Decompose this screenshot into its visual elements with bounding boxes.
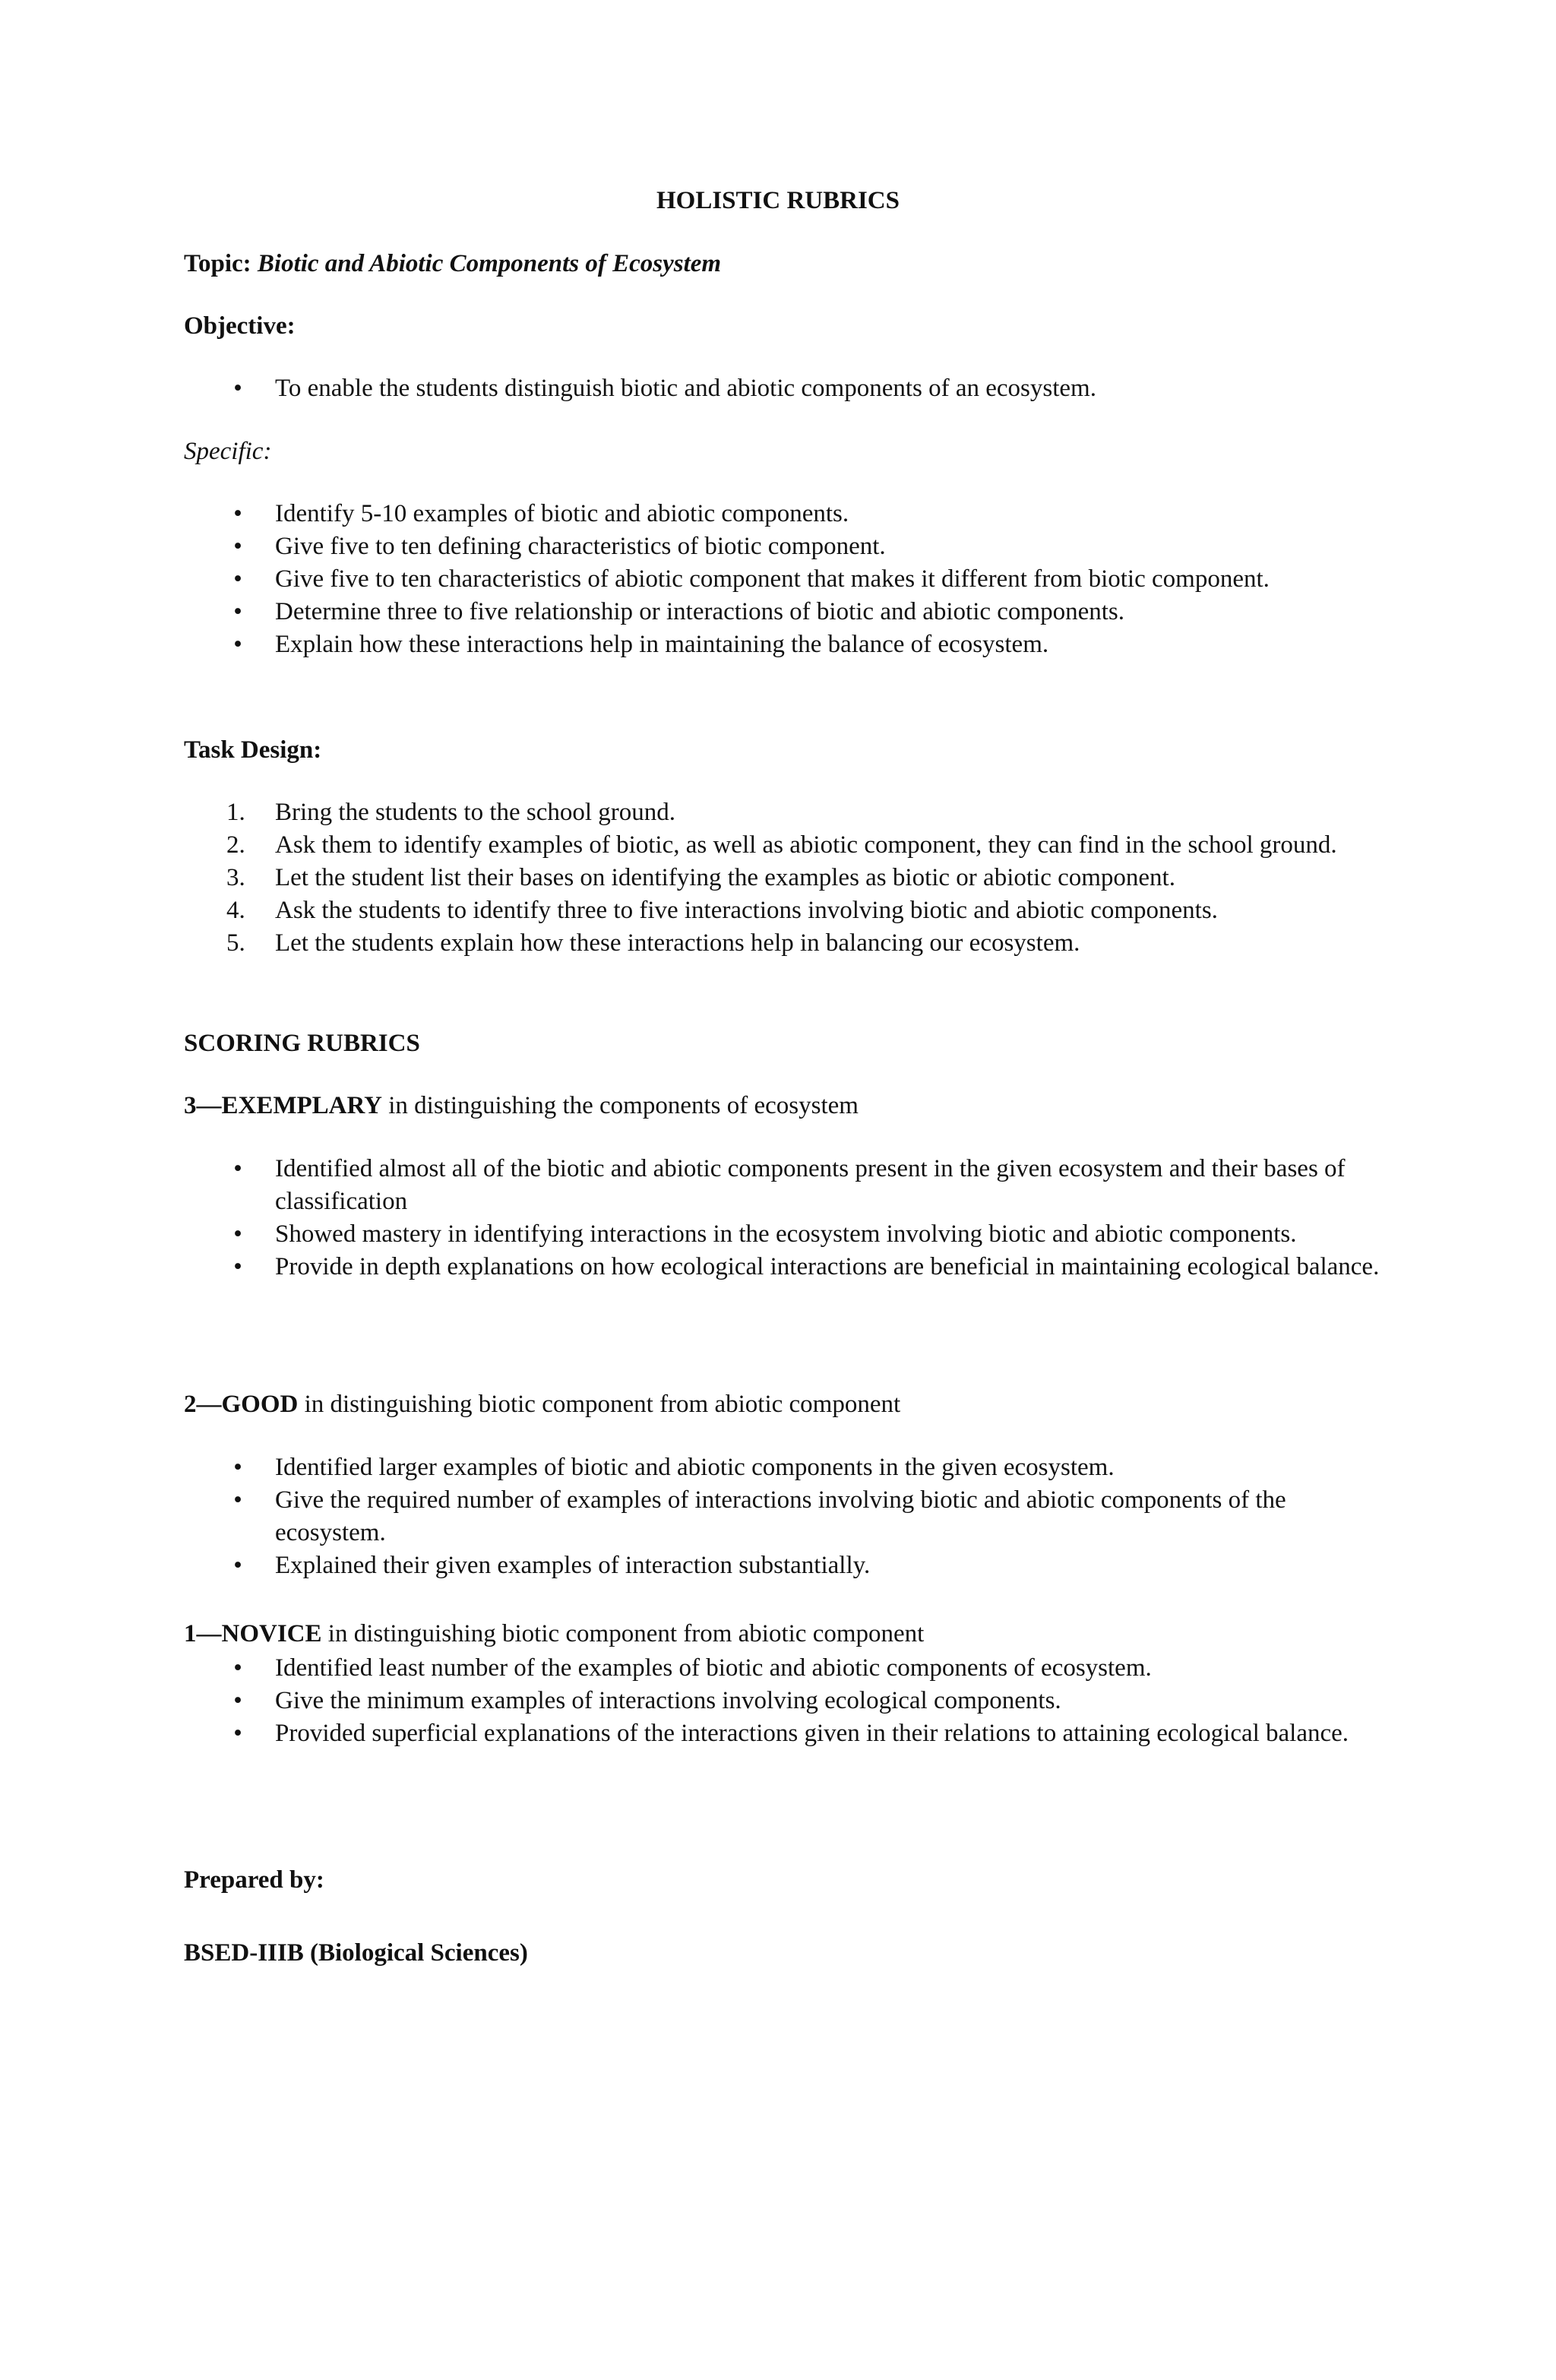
specific-item-text: Give five to ten characteristics of abiotic component that makes it different from biotic component. bbox=[275, 565, 1270, 593]
bullet-icon: • bbox=[233, 1454, 242, 1481]
criteria-item-text: Provide in depth explanations on how ecological interactions are beneficial in maintaining ecological balance. bbox=[275, 1253, 1380, 1280]
document-title: HOLISTIC RUBRICS bbox=[656, 187, 900, 214]
specific-heading: Specific: bbox=[184, 438, 272, 465]
task-number: 5. bbox=[226, 929, 245, 957]
level-1-list bbox=[184, 1652, 1384, 1750]
specific-item bbox=[184, 596, 1384, 628]
criteria-item-text: Explained their given examples of interaction substantially. bbox=[275, 1552, 871, 1579]
bullet-icon: • bbox=[233, 1687, 242, 1714]
bullet-icon: • bbox=[233, 1720, 242, 1747]
specific-item-text: Give five to ten defining characteristics of biotic component. bbox=[275, 533, 886, 560]
scoring-heading: SCORING RUBRICS bbox=[184, 1030, 420, 1057]
criteria-item-text: Showed mastery in identifying interactions in the ecosystem involving biotic and abiotic components. bbox=[275, 1220, 1297, 1248]
task-item bbox=[184, 829, 1384, 862]
task-item-text: Let the student list their bases on identifying the examples as biotic or abiotic component. bbox=[275, 864, 1175, 891]
specific-item bbox=[184, 563, 1384, 596]
bullet-icon: • bbox=[233, 533, 242, 560]
level-description: in distinguishing biotic component from abiotic component bbox=[321, 1620, 925, 1647]
criteria-item bbox=[184, 1717, 1384, 1750]
criteria-item-text: Identified almost all of the biotic and abiotic components present in the given ecosystem and their bases of classification bbox=[275, 1155, 1346, 1215]
criteria-item bbox=[184, 1451, 1384, 1484]
criteria-item-text: Identified larger examples of biotic and abiotic components in the given ecosystem. bbox=[275, 1454, 1115, 1481]
bullet-icon: • bbox=[233, 1220, 242, 1248]
level-3-heading bbox=[184, 1090, 1384, 1122]
topic-value: Biotic and Abiotic Components of Ecosystem bbox=[257, 250, 722, 277]
task-number: 2. bbox=[226, 831, 245, 859]
criteria-item bbox=[184, 1218, 1384, 1251]
bullet-icon: • bbox=[233, 598, 242, 625]
criteria-item bbox=[184, 1652, 1384, 1685]
bullet-icon: • bbox=[233, 1654, 242, 1682]
specific-list bbox=[184, 498, 1384, 661]
task-item-text: Ask them to identify examples of biotic, as well as abiotic component, they can find in the school ground. bbox=[275, 831, 1337, 859]
bullet-icon: • bbox=[233, 1552, 242, 1579]
criteria-item-text: Give the minimum examples of interactions involving ecological components. bbox=[275, 1687, 1061, 1714]
specific-item bbox=[184, 498, 1384, 530]
prepared-by-value: BSED-IIIB (Biological Sciences) bbox=[184, 1939, 528, 1967]
level-description: in distinguishing biotic component from abiotic component bbox=[298, 1391, 901, 1418]
task-design-heading: Task Design: bbox=[184, 736, 322, 764]
task-item bbox=[184, 796, 1384, 829]
criteria-item-text: Provided superficial explanations of the interactions given in their relations to attaining ecological balance. bbox=[275, 1720, 1349, 1747]
objective-item bbox=[184, 372, 1384, 405]
objective-list bbox=[184, 372, 1384, 405]
objective-heading: Objective: bbox=[184, 312, 296, 340]
specific-item-text: Explain how these interactions help in maintaining the balance of ecosystem. bbox=[275, 631, 1049, 658]
task-item bbox=[184, 894, 1384, 927]
bullet-icon: • bbox=[233, 500, 242, 527]
criteria-item-text: Identified least number of the examples of biotic and abiotic components of ecosystem. bbox=[275, 1654, 1152, 1682]
specific-item-text: Determine three to five relationship or interactions of biotic and abiotic components. bbox=[275, 598, 1124, 625]
task-item bbox=[184, 927, 1384, 960]
topic-line bbox=[184, 248, 1384, 280]
task-item-text: Let the students explain how these interactions help in balancing our ecosystem. bbox=[275, 929, 1080, 957]
specific-item-text: Identify 5-10 examples of biotic and abiotic components. bbox=[275, 500, 849, 527]
bullet-icon: • bbox=[233, 1486, 242, 1514]
task-number: 1. bbox=[226, 799, 245, 826]
task-item-text: Ask the students to identify three to five interactions involving biotic and abiotic components. bbox=[275, 897, 1218, 924]
level-label: 3—EXEMPLARY bbox=[184, 1092, 383, 1119]
level-3-list bbox=[184, 1153, 1384, 1283]
bullet-icon: • bbox=[233, 565, 242, 593]
task-item bbox=[184, 862, 1384, 894]
bullet-icon: • bbox=[233, 1155, 242, 1182]
criteria-item bbox=[184, 1251, 1384, 1283]
level-label: 1—NOVICE bbox=[184, 1620, 322, 1647]
criteria-item bbox=[184, 1549, 1384, 1582]
task-number: 3. bbox=[226, 864, 245, 891]
prepared-by-label: Prepared by: bbox=[184, 1866, 324, 1894]
task-number: 4. bbox=[226, 897, 245, 924]
level-2-list bbox=[184, 1451, 1384, 1582]
criteria-item bbox=[184, 1484, 1384, 1549]
bullet-icon: • bbox=[233, 375, 242, 402]
level-1-heading bbox=[184, 1618, 1384, 1650]
task-item-text: Bring the students to the school ground. bbox=[275, 799, 676, 826]
criteria-item bbox=[184, 1153, 1384, 1218]
objective-item-text: To enable the students distinguish biotic and abiotic components of an ecosystem. bbox=[275, 375, 1096, 402]
bullet-icon: • bbox=[233, 631, 242, 658]
specific-item bbox=[184, 530, 1384, 563]
level-label: 2—GOOD bbox=[184, 1391, 299, 1418]
level-description: in distinguishing the components of ecosystem bbox=[382, 1092, 859, 1119]
specific-item bbox=[184, 628, 1384, 661]
task-design-list bbox=[184, 796, 1384, 960]
criteria-item-text: Give the required number of examples of interactions involving biotic and abiotic components of the ecosystem. bbox=[275, 1486, 1286, 1546]
topic-label: Topic: bbox=[184, 250, 251, 277]
bullet-icon: • bbox=[233, 1253, 242, 1280]
level-2-heading bbox=[184, 1388, 1384, 1421]
criteria-item bbox=[184, 1685, 1384, 1717]
